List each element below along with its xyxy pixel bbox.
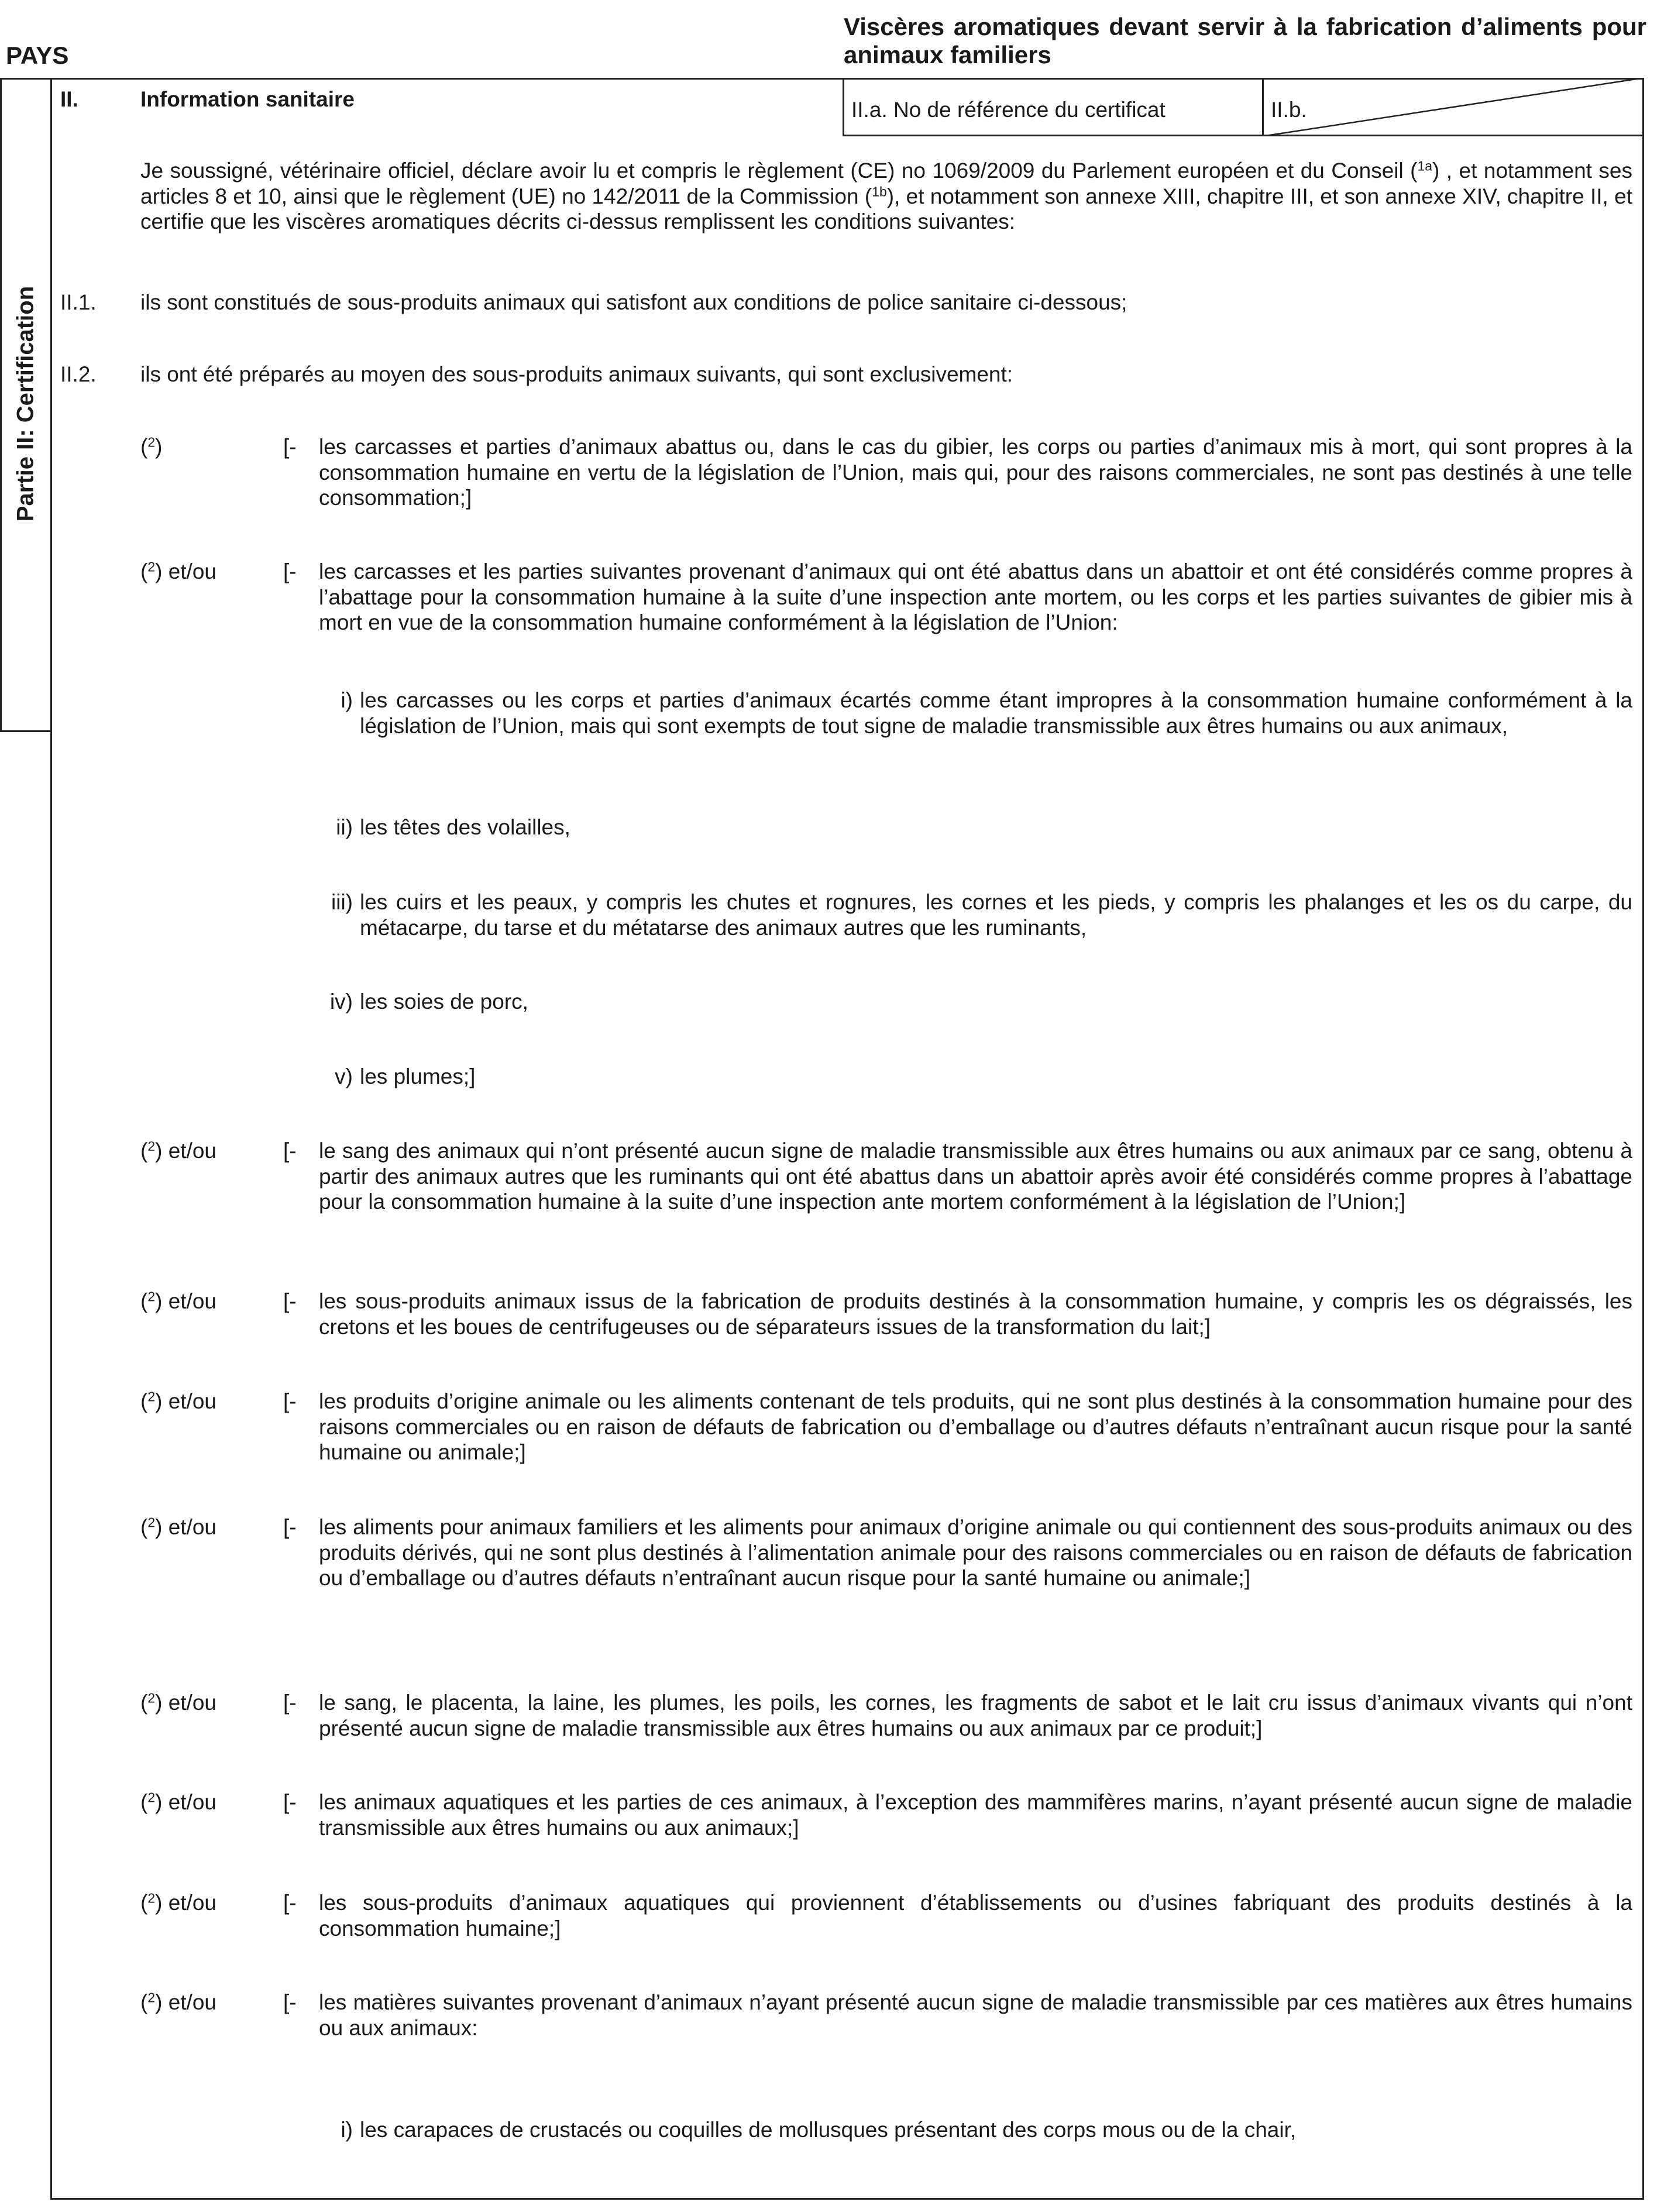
clause-text: ils sont constitués de sous-produits animaux qui satisfont aux conditions de police sanitaire ci-dessous; (140, 290, 1127, 314)
option-text: le sang des animaux qui n’ont présenté aucun signe de maladie transmissible aux êtres humains ou aux animaux par ce sang, obtenu à partir des animaux autres que les ruminants qui ont été abattus dans un abattoir après avoir été considérés comme propres à l’abattage pour la consommation humaine à la suite d’une inspection ante mortem conformément à la législation de l’Union;] (319, 1139, 1632, 1214)
intro-paragraph: Je soussigné, vétérinaire officiel, déclare avoir lu et compris le règlement (CE) no 1069/2009 du Parlement européen et du Conseil ($^{1a}$) , et notamment ses articles 8 et 10, ainsi que le règlement (UE) no 142/2011 de la Commission ($^{1b}$), et notamment son annexe XIII, chapitre III, et son annexe XIV, chapitre II, et certifie que les viscères aromatiques décrits ci-dessus remplissent les conditions suivantes: (140, 158, 1632, 234)
option-bracket: [- (283, 1990, 297, 2014)
option-bracket: [- (283, 435, 297, 459)
option-text: les carcasses et les parties suivantes provenant d’animaux qui ont été abattus dans un abattoir et ont été considérés comme propres à l’abattage pour la consommation humaine à la suite d’une inspection ante mortem, ou les corps et les parties suivantes de gibier mis à mort en vue de la consommation humaine conformément à la législation de l’Union: (319, 559, 1632, 635)
option-bracket: [- (283, 1389, 297, 1413)
option-text: les matières suivantes provenant d’animaux n’ayant présenté aucun signe de maladie transmissible par ces matières aux êtres humains ou aux animaux: (319, 1990, 1632, 2040)
option-text: les aliments pour animaux familiers et les aliments pour animaux d’origine animale ou qui contiennent des sous-produits animaux ou des produits dérivés, qui ne sont plus destinés à l’alimentation animale pour des raisons commerciales ou en raison de défauts de fabrication ou d’emballage ou d’autres défauts n’entraînant aucun risque pour la santé humaine ou animale;] (319, 1515, 1632, 1591)
option-marker: ($^2$) et/ou (140, 1690, 216, 1715)
option-text: les animaux aquatiques et les parties de ces animaux, à l’exception des mammifères marins, n’ayant présenté aucun signe de maladie transmissible aux êtres humains ou aux animaux;] (319, 1790, 1632, 1840)
option-marker: ($^2$) et/ou (140, 1389, 216, 1413)
option-text: les sous-produits animaux issus de la fabrication de produits destinés à la consommation humaine, y compris les os dégraissés, les cretons et les boues de centrifugeuses ou de séparateurs issues de la transformation du lait;] (319, 1289, 1632, 1339)
clause-number: II.2. (60, 362, 97, 386)
sub-item-text: les cuirs et les peaux, y compris les chutes et rognures, les cornes et les pieds, y compris les phalanges et les os du carpe, du métacarpe, du tarse et du métatarse des animaux autres que les ruminants, (360, 890, 1632, 940)
sub-item-text: les têtes des volailles, (360, 815, 570, 839)
sub-item-label: iv) (329, 990, 353, 1014)
clause-text: ils ont été préparés au moyen des sous-produits animaux suivants, qui sont exclusivement: (140, 362, 1013, 386)
option-bracket: [- (283, 1790, 297, 1814)
option-marker: ($^2$) et/ou (140, 1514, 216, 1539)
option-text: le sang, le placenta, la laine, les plumes, les poils, les cornes, les fragments de sabot et le lait cru issus d’animaux vivants qui n’ont présenté aucun signe de maladie transmissible aux êtres humains ou aux animaux par ce produit;] (319, 1691, 1632, 1740)
option-marker: ($^2$) et/ou (140, 1990, 216, 2014)
certificate-reference-box (843, 78, 1264, 136)
sub-item-text: les carapaces de crustacés ou coquilles de mollusques présentant des corps mous ou de la chair, (360, 2118, 1297, 2142)
option-marker: ($^2$) et/ou (140, 1138, 216, 1163)
section-number: II. (60, 87, 78, 111)
option-text: les sous-produits d’animaux aquatiques qui proviennent d’établissements ou d’usines fabriquant des produits destinés à la consommation humaine;] (319, 1891, 1632, 1940)
option-marker: ($^2$) et/ou (140, 1789, 216, 1814)
option-bracket: [- (283, 1139, 297, 1163)
option-text: les carcasses et parties d’animaux abattus ou, dans le cas du gibier, les corps ou parties d’animaux mis à mort, qui sont propres à la consommation humaine en vertu de la législation de l’Union, mais qui, pour des raisons commerciales, ne sont pas destinés à une telle consommation;] (319, 435, 1632, 510)
sub-item-text: les soies de porc, (360, 990, 528, 1014)
side-label-part-ii: Partie II: Certification (12, 286, 39, 522)
sub-item-label: v) (335, 1064, 353, 1088)
option-bracket: [- (283, 1515, 297, 1539)
side-frame-top (0, 78, 53, 80)
option-marker: ($^2$) et/ou (140, 1890, 216, 1915)
sub-item-label: i) (341, 2118, 353, 2142)
option-bracket: [- (283, 559, 297, 583)
ref-b-diagonal-line (1262, 78, 1644, 136)
country-label: PAYS (6, 42, 69, 69)
ref-b-label: II.b. (1271, 98, 1307, 122)
option-marker: ($^2$) et/ou (140, 1289, 216, 1313)
option-text: les produits d’origine animale ou les aliments contenant de tels produits, qui ne sont plus destinés à la consommation humaine pour des raisons commerciales ou en raison de défauts de fabrication ou d’emballage ou d’autres défauts n’entraînant aucun risque pour la santé humaine ou animale;] (319, 1389, 1632, 1465)
sub-item-label: iii) (331, 890, 353, 914)
certificate-reference-label: II.a. No de référence du certificat (851, 98, 1166, 122)
sub-item-label: i) (341, 688, 353, 712)
option-bracket: [- (283, 1289, 297, 1313)
sub-item-text: les carcasses ou les corps et parties d’animaux écartés comme étant impropres à la consommation humaine conformément à la législation de l’Union, mais qui sont exempts de tout signe de maladie transmissible aux êtres humains ou aux animaux, (360, 688, 1632, 738)
clause-number: II.1. (60, 290, 97, 314)
side-frame-bottom (0, 730, 52, 732)
document-title: Viscères aromatiques devant servir à la fabrication d’aliments pour animaux familiers (844, 13, 1646, 69)
option-bracket: [- (283, 1691, 297, 1715)
option-bracket: [- (283, 1891, 297, 1915)
sub-item-text: les plumes;] (360, 1064, 476, 1088)
option-marker: ($^2$) et/ou (140, 559, 216, 583)
section-title: Information sanitaire (140, 87, 355, 111)
side-frame-left (0, 78, 2, 731)
option-marker: ($^2$) (140, 434, 163, 459)
sub-item-label: ii) (336, 815, 353, 839)
